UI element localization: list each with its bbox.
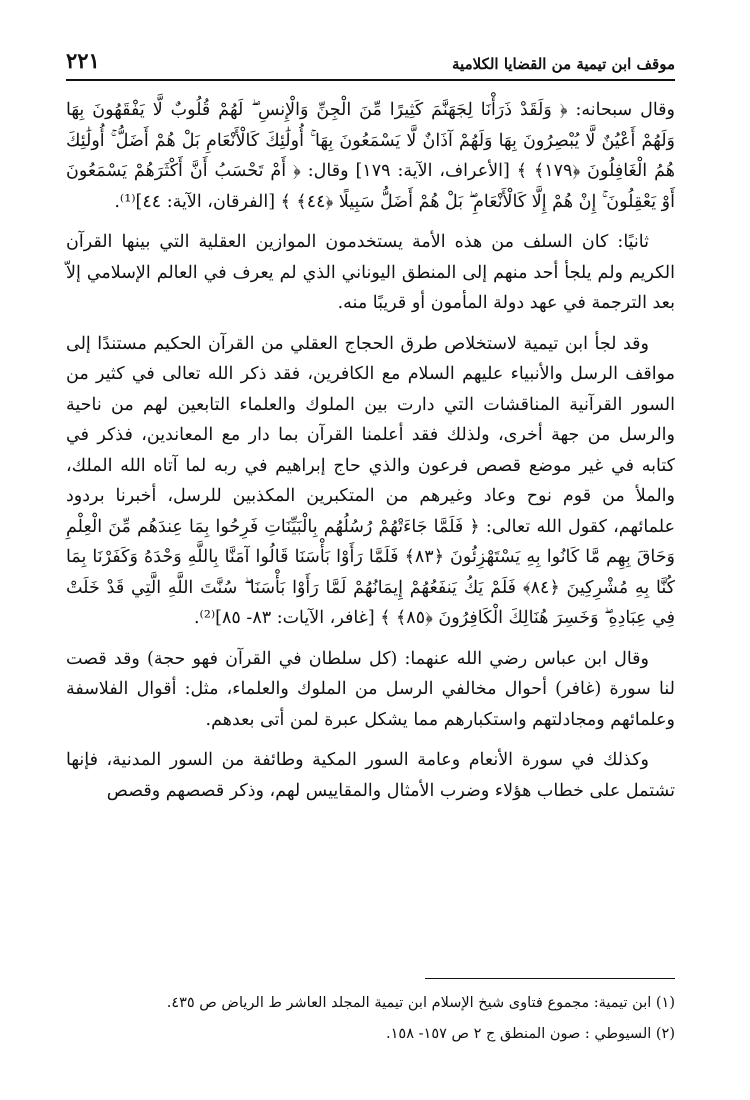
page-header (66, 0, 675, 81)
verse-reference: [الفرقان، الآية: ٤٤]⁽¹⁾. (114, 191, 281, 212)
verse-reference: [الأعراف، الآية: ١٧٩] وقال: (300, 161, 517, 181)
footnote-1: (١) ابن تيمية: مجموع فتاوى شيخ الإسلام ابن تيمية المجلد العاشر ط الرياض ص ٤٣٥. (166, 995, 675, 1011)
paragraph-quran-quotes-1 (66, 95, 675, 217)
quran-verse: ﴿ أَمْ تَحْسَبُ أَنَّ أَكْثَرَهُمْ يَسْمَعُونَ أَوْ يَعْقِلُونَ ۚ إِنْ هُمْ إِلَّا كَالْأَنْعَامِ ۖ بَلْ هُمْ أَضَلُّ سَبِيلًا ﴿٤٤﴾ ﴾ (66, 161, 675, 212)
footnote-2: (٢) السيوطي : صون المنطق ج ٢ ص ١٥٧- ١٥٨. (386, 1026, 675, 1042)
running-title: موقف ابن تيمية من القضايا الكلامية (452, 55, 675, 73)
footnote-divider (425, 978, 675, 979)
footnotes (66, 990, 675, 1052)
paragraph-anam: وكذلك في سورة الأنعام وعامة السور المكية وطائفة من السور المدنية، فإنها تشتمل على خطاب هؤلاء وضرب الأمثال والمقاييس لهم، وذكر قصصهم وقصص (66, 750, 675, 801)
paragraph-intro: وقال سبحانه: (567, 100, 675, 120)
quran-verse: ﴿ فَلَمَّا جَاءَتْهُمْ رُسُلُهُم بِالْبَيِّنَاتِ فَرِحُوا بِمَا عِندَهُم مِّنَ الْعِلْمِ وَحَاقَ بِهِم مَّا كَانُوا بِهِ يَسْتَهْزِئُونَ ﴿٨٣﴾ فَلَمَّا رَأَوْا بَأْسَنَا قَالُوا آمَنَّا بِاللَّهِ وَحْدَهُ وَكَفَرْنَا بِمَا كُنَّا بِهِ مُشْرِكِينَ ﴿٨٤﴾ فَلَمْ يَكُ يَنفَعُهُمْ إِيمَانُهُمْ لَمَّا رَأَوْا بَأْسَنَا ۖ سُنَّتَ اللَّهِ الَّتِي قَدْ خَلَتْ فِي عِبَادِهِ ۖ وَخَسِرَ هُنَالِكَ الْكَافِرُونَ ﴿٨٥﴾ ﴾ (66, 516, 675, 628)
paragraph-salaf: ثانيًا: كان السلف من هذه الأمة يستخدمون الموازين العقلية التي بينها القرآن الكريم ولم يلجأ أحد منهم إلى المنطق اليوناني الذي لم يعرف في العالم الإسلامي إلاّ بعد الترجمة في عهد دولة المأمون أو قريبًا منه. (66, 232, 675, 313)
paragraph-ibn-abbas: وقال ابن عباس رضي الله عنهما: (كل سلطان في القرآن فهو حجة) وقد قصت لنا سورة (غافر) أحوال مخالفي الرسل من الملوك والعلماء، مثل: أقوال الفلاسفة وعلمائهم ومجادلتهم واستكبارهم مما يشكل عبرة لمن أتى بعدهم. (66, 648, 675, 730)
page-number: ٢٢١ (66, 48, 100, 73)
paragraph-intro: وقد لجأ ابن تيمية لاستخلاص طرق الحجاج العقلي من القرآن الحكيم مستندًا إلى مواقف الرسل والأنبياء عليهم السلام مع الكافرين، فقد ذكر الله تعالى في كثير من السور القرآنية المناقشات التي دارت بين الملوك والعلماء التابعين لهم من ناحية والرسل من جهة أخرى، ولذلك فقد أعلمنا القرآن بما دار مع المعاندين، فذكر في كتابه في غير موضع قصص فرعون والذي حاج إبراهيم في ربه لما آتاه الله الملك، والملأ من قوم نوح وعاد وغيرهم من المتكبرين المكذبين للرسل، أخبرنا بردود علمائهم، كقول الله تعالى: (66, 333, 676, 537)
quran-verse: ﴿ وَلَقَدْ ذَرَأْنَا لِجَهَنَّمَ كَثِيرًا مِّنَ الْجِنِّ وَالْإِنسِ ۖ لَهُمْ قُلُوبٌ لَّا يَفْقَهُونَ بِهَا وَلَهُمْ أَعْيُنٌ لَّا يُبْصِرُونَ بِهَا وَلَهُمْ آذَانٌ لَّا يَسْمَعُونَ بِهَا ۚ أُولَٰئِكَ كَالْأَنْعَامِ بَلْ هُمْ أَضَلُّ ۚ أُولَٰئِكَ هُمُ الْغَافِلُونَ ﴿١٧٩﴾ ﴾ (66, 100, 675, 181)
body-text (66, 95, 675, 806)
verse-reference: [غافر، الآيات: ٨٣- ٨٥]⁽²⁾. (193, 608, 381, 628)
paragraph-ibn-taymiyya (66, 329, 675, 634)
